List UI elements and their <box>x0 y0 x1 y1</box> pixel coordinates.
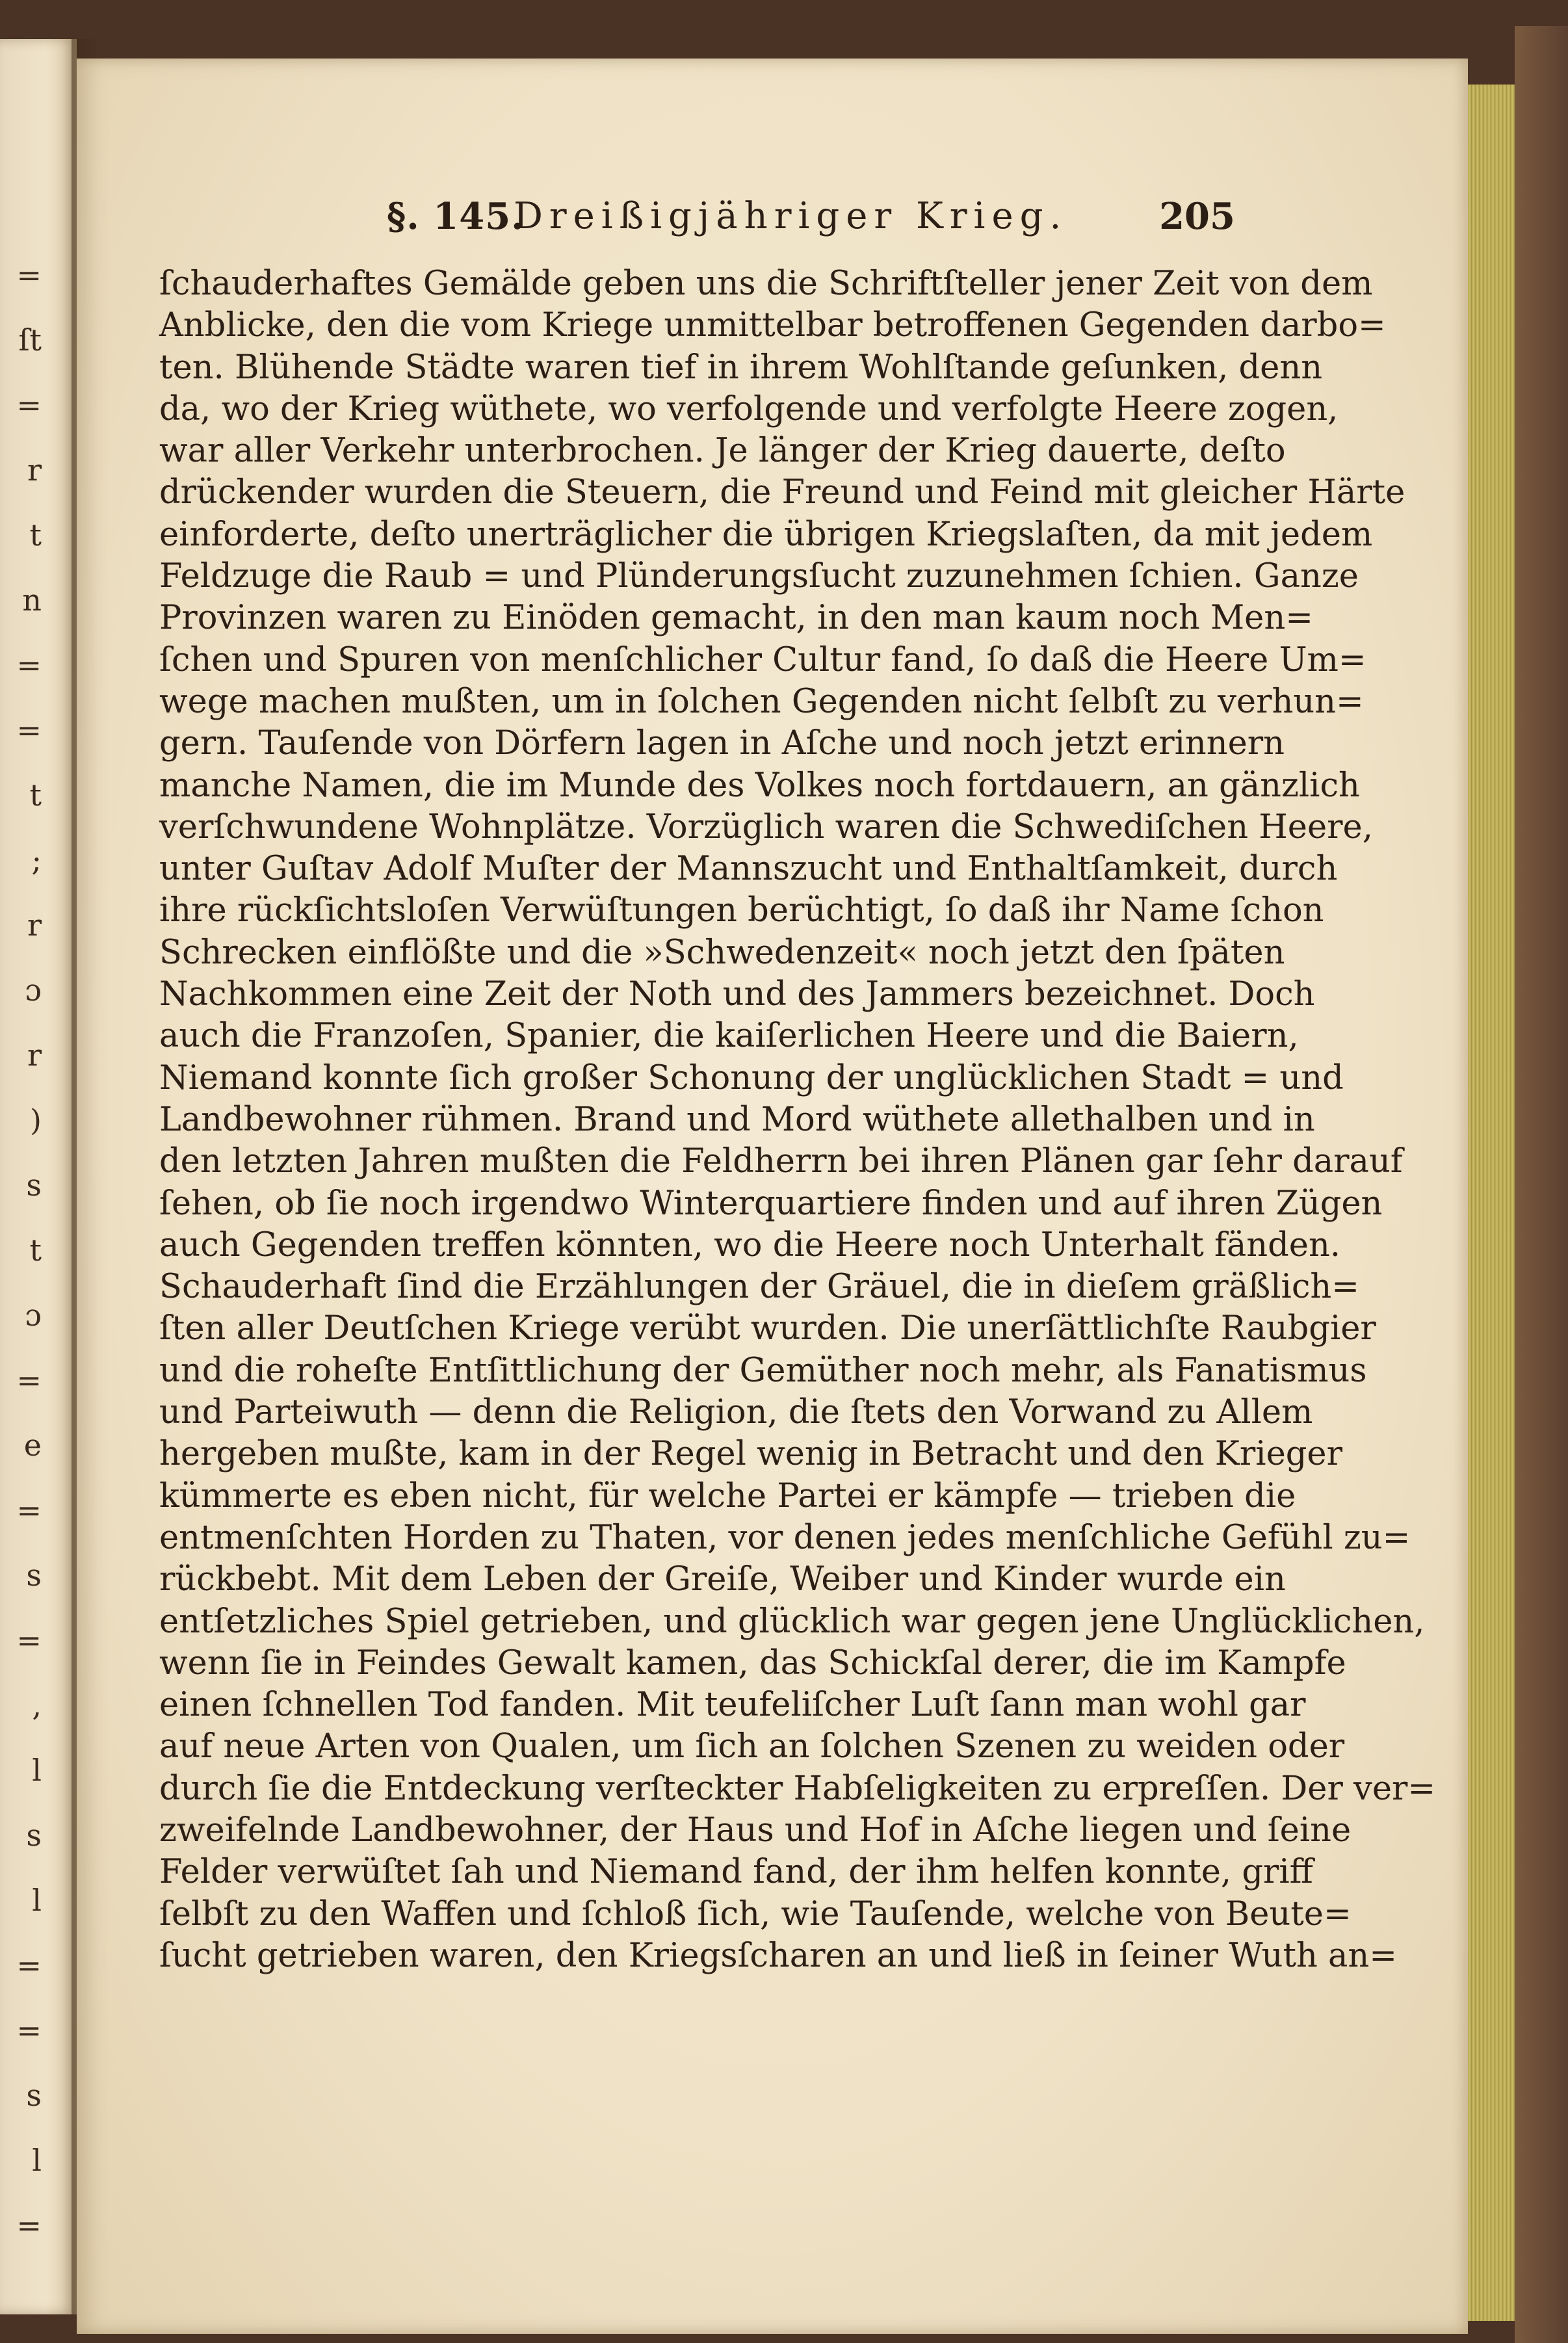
text-line: Landbewohner rühmen. Brand und Mord wüthete allethalben und in <box>159 1100 1315 1139</box>
text-line: ſten aller Deutſchen Kriege verübt wurden. Die unerſättlichſte Raubgier <box>159 1309 1376 1348</box>
text-line: Nachkommen eine Zeit der Noth und des Jammers bezeichnet. Doch <box>159 975 1315 1014</box>
text-line: verſchwundene Wohnplätze. Vorzüglich waren die Schwediſchen Heere, <box>159 807 1373 846</box>
text-line: ten. Blühende Städte waren tief in ihrem Wohlſtande geſunken, denn <box>159 348 1323 387</box>
text-line: und Parteiwuth — denn die Religion, die ſtets den Vorwand zu Allem <box>159 1393 1313 1432</box>
text-line: Schrecken einflößte und die »Schwedenzeit« noch jetzt den ſpäten <box>159 933 1285 972</box>
bleed-char: = <box>16 2013 42 2048</box>
text-line: ſucht getrieben waren, den Kriegsſcharen an und ließ in ſeiner Wuth an= <box>159 1936 1397 1975</box>
section-number: §. 145. <box>387 195 525 238</box>
bleed-char: s <box>26 1558 42 1593</box>
bleed-char: = <box>16 1623 42 1658</box>
bleed-char: = <box>16 713 42 748</box>
book-cover-edge <box>1515 26 1568 2343</box>
text-line: manche Namen, die im Munde des Volkes noch fortdauern, an gänzlich <box>159 766 1360 805</box>
text-line: Feldzuge die Raub = und Plünderungsſucht zuzunehmen ſchien. Ganze <box>159 557 1359 596</box>
bleed-char: r <box>27 1038 42 1073</box>
text-line: wege machen mußten, um in ſolchen Gegenden nicht ſelbſt zu verhun= <box>159 682 1364 721</box>
text-line: Niemand konnte ſich großer Schonung der unglücklichen Stadt = und <box>159 1058 1344 1097</box>
text-line: da, wo der Krieg wüthete, wo verfolgende und verfolgte Heere zogen, <box>159 389 1339 428</box>
bleed-char: = <box>16 1948 42 1983</box>
bleed-char: = <box>16 2208 42 2243</box>
previous-page-edge <box>0 39 77 2314</box>
bleed-char: r <box>27 452 42 488</box>
bleed-char: = <box>16 648 42 683</box>
bleed-char: ; <box>31 843 42 878</box>
text-line: ſchen und Spuren von menſchlicher Cultur fand, ſo daß die Heere Um= <box>159 640 1366 679</box>
text-line: entmenſchten Horden zu Thaten, vor denen jedes menſchliche Gefühl zu= <box>159 1518 1411 1557</box>
bleed-char: s <box>26 1168 42 1203</box>
text-line: gern. Tauſende von Dörfern lagen in Aſche und noch jetzt erinnern <box>159 724 1285 763</box>
bleed-char: t <box>29 778 42 813</box>
text-line: Felder verwüſtet ſah und Niemand fand, der ihm helfen konnte, griff <box>159 1853 1313 1892</box>
text-line: drückender wurden die Steuern, die Freund und Feind mit gleicher Härte <box>159 473 1405 512</box>
running-header <box>163 195 1235 254</box>
text-line: ihre rückſichtsloſen Verwüſtungen berüchtigt, ſo daß ihr Name ſchon <box>159 891 1324 930</box>
bleed-char: = <box>16 257 42 293</box>
text-line: hergeben mußte, kam in der Regel wenig in Betracht und den Krieger <box>159 1435 1342 1474</box>
text-line: wenn ſie in Feindes Gewalt kamen, das Schickſal derer, die im Kampfe <box>159 1643 1346 1682</box>
text-line: einforderte, deſto unerträglicher die übrigen Kriegslaſten, da mit jedem <box>159 515 1373 554</box>
text-line: auf neue Arten von Qualen, um ſich an ſolchen Szenen zu weiden oder <box>159 1727 1345 1766</box>
bleed-char: ɔ <box>25 1298 42 1333</box>
bleed-char: = <box>16 387 42 423</box>
bleed-char: n <box>22 582 42 618</box>
bleed-char: , <box>32 1688 42 1723</box>
bleed-char: s <box>26 1818 42 1853</box>
bleed-char: s <box>26 2078 42 2113</box>
text-line: auch die Franzoſen, Spanier, die kaiſerlichen Heere und die Baiern, <box>159 1017 1299 1056</box>
body-text <box>159 263 1436 1977</box>
bleed-char: l <box>32 1753 42 1788</box>
chapter-title: Dreißigjähriger Krieg. <box>514 195 1068 237</box>
text-line: auch Gegenden treffen könnten, wo die Heere noch Unterhalt fänden. <box>159 1225 1340 1264</box>
bleed-char: ) <box>30 1103 42 1138</box>
bleed-char: ɔ <box>25 973 42 1008</box>
text-line: unter Guſtav Adolf Muſter der Mannszucht und Enthaltſamkeit, durch <box>159 850 1338 889</box>
text-line: rückbebt. Mit dem Leben der Greiſe, Weiber und Kinder wurde ein <box>159 1560 1286 1599</box>
bleed-char: t <box>29 517 42 553</box>
text-line: entſetzliches Spiel getrieben, und glücklich war gegen jene Unglücklichen, <box>159 1602 1425 1641</box>
text-line: Anblicke, den die vom Kriege unmittelbar betroffenen Gegenden darbo= <box>159 306 1386 345</box>
page-number: 205 <box>1159 195 1235 238</box>
bleed-char: l <box>32 1883 42 1918</box>
text-line: und die roheſte Entſittlichung der Gemüther noch mehr, als Fanatismus <box>159 1351 1367 1390</box>
text-line: Provinzen waren zu Einöden gemacht, in den man kaum noch Men= <box>159 599 1313 638</box>
bleed-char: = <box>16 1493 42 1528</box>
text-line: durch ſie die Entdeckung verſteckter Habſeligkeiten zu erpreſſen. Der ver= <box>159 1769 1436 1808</box>
bleed-char: ſt <box>18 322 42 358</box>
text-line: ſehen, ob ſie noch irgendwo Winterquartiere finden und auf ihren Zügen <box>159 1184 1383 1223</box>
bleed-char: r <box>27 908 42 943</box>
text-line: war aller Verkehr unterbrochen. Je länger der Krieg dauerte, deſto <box>159 432 1286 471</box>
gilt-page-edges <box>1468 85 1515 2321</box>
bleed-char: t <box>29 1233 42 1268</box>
text-line: Schauderhaft ſind die Erzählungen der Gräuel, die in dieſem gräßlich= <box>159 1268 1359 1307</box>
bleed-char: = <box>16 1363 42 1398</box>
text-line: ſelbſt zu den Waffen und ſchloß ſich, wie Tauſende, welche von Beute= <box>159 1894 1352 1933</box>
bleed-char: e <box>23 1428 42 1463</box>
text-line: den letzten Jahren mußten die Feldherrn bei ihren Plänen gar ſehr darauf <box>159 1142 1403 1181</box>
text-line: einen ſchnellen Tod fanden. Mit teufeliſcher Luſt ſann man wohl gar <box>159 1686 1306 1725</box>
bleed-char: l <box>32 2143 42 2178</box>
text-line: zweifelnde Landbewohner, der Haus und Hof in Aſche liegen und ſeine <box>159 1811 1352 1850</box>
text-line: ſchauderhaftes Gemälde geben uns die Schriftſteller jener Zeit von dem <box>159 265 1373 303</box>
text-line: kümmerte es eben nicht, für welche Partei er kämpfe — trieben die <box>159 1476 1296 1515</box>
